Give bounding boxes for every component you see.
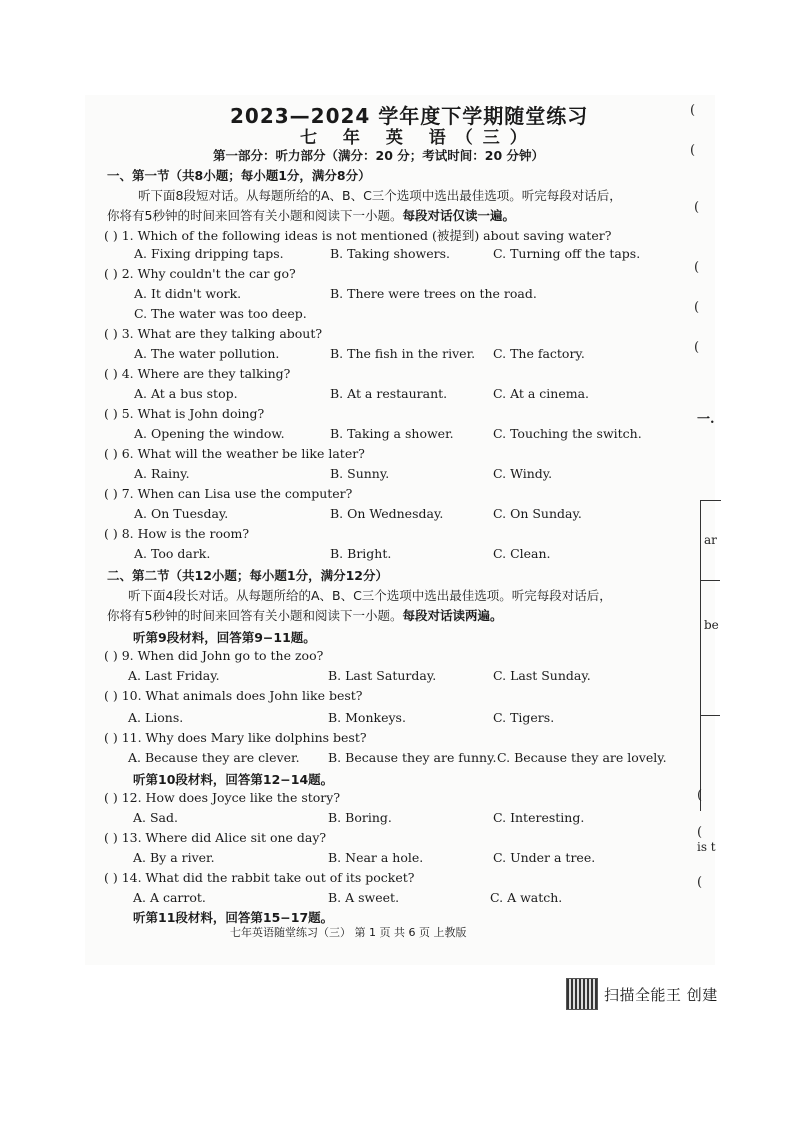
instruction-emphasis: 每段对话读两遍。	[402, 608, 503, 623]
question-14-option-b: B. A sweet.	[328, 890, 400, 905]
section-two-instruction-line1: 听下面4段长对话。从每题所给的A、B、C三个选项中选出最佳选项。听完每段对话后，	[128, 588, 612, 603]
question-8-option-c: C. Clean.	[493, 546, 551, 561]
edge-paren: (	[694, 340, 700, 355]
question-12-option-c: C. Interesting.	[493, 810, 585, 825]
edge-paren: (	[697, 788, 703, 803]
question-10-stem: ( ) 10. What animals does John like best?	[104, 688, 363, 703]
scanner-watermark	[566, 978, 718, 1010]
material-9-heading: 听第9段材料，回答第9−11题。	[133, 630, 316, 645]
question-6-stem: ( ) 6. What will the weather be like later?	[104, 446, 365, 461]
question-5-stem: ( ) 5. What is John doing?	[104, 406, 265, 421]
question-10-option-b: B. Monkeys.	[328, 710, 406, 725]
question-3-option-a: A. The water pollution.	[134, 346, 280, 361]
question-9-stem: ( ) 9. When did John go to the zoo?	[104, 648, 324, 663]
question-7-option-c: C. On Sunday.	[493, 506, 582, 521]
question-9-option-c: C. Last Sunday.	[493, 668, 591, 683]
page-footer: 七年英语随堂练习（三） 第 1 页 共 6 页 上教版	[230, 926, 467, 939]
question-12-option-a: A. Sad.	[133, 810, 178, 825]
question-9-option-a: A. Last Friday.	[128, 668, 220, 683]
edge-paren: (	[694, 300, 700, 315]
question-5-option-c: C. Touching the switch.	[493, 426, 642, 441]
edge-paren: (	[690, 143, 696, 158]
question-6-option-b: B. Sunny.	[330, 466, 390, 481]
question-3-stem: ( ) 3. What are they talking about?	[104, 326, 323, 341]
question-8-option-b: B. Bright.	[330, 546, 392, 561]
question-11-option-a: A. Because they are clever.	[128, 750, 300, 765]
question-10-option-a: A. Lions.	[128, 710, 184, 725]
edge-table-line	[700, 715, 720, 716]
question-4-option-c: C. At a cinema.	[493, 386, 590, 401]
question-2-option-a: A. It didn't work.	[134, 286, 242, 301]
question-10-option-c: C. Tigers.	[493, 710, 555, 725]
question-4-option-b: B. At a restaurant.	[330, 386, 448, 401]
question-3-option-c: C. The factory.	[493, 346, 585, 361]
edge-paren: (	[694, 260, 700, 275]
question-1-option-a: A. Fixing dripping taps.	[134, 246, 284, 261]
question-1-stem: ( ) 1. Which of the following ideas is not mentioned (被提到) about saving water?	[104, 228, 612, 243]
question-11-option-c: C. Because they are lovely.	[497, 750, 667, 765]
question-6-option-a: A. Rainy.	[134, 466, 190, 481]
edge-paren: (	[697, 875, 703, 890]
edge-paren: (	[697, 825, 703, 840]
question-4-stem: ( ) 4. Where are they talking?	[104, 366, 291, 381]
edge-paren: (	[694, 200, 700, 215]
instruction-emphasis: 每段对话仅读一遍。	[402, 208, 515, 223]
section-one-instruction-line2	[107, 206, 515, 224]
question-13-stem: ( ) 13. Where did Alice sit one day?	[104, 830, 327, 845]
instruction-text: 你将有5秒钟的时间来回答有关小题和阅读下一小题。	[107, 208, 403, 223]
question-2-option-c: C. The water was too deep.	[134, 306, 307, 321]
section-one-instruction-line1: 听下面8段短对话。从每题所给的A、B、C三个选项中选出最佳选项。听完每段对话后，	[138, 188, 622, 203]
question-9-option-b: B. Last Saturday.	[328, 668, 437, 683]
question-1-option-c: C. Turning off the taps.	[493, 246, 641, 261]
question-13-option-c: C. Under a tree.	[493, 850, 596, 865]
watermark-text: 扫描全能王 创建	[604, 985, 718, 1004]
material-11-heading: 听第11段材料，回答第15−17题。	[133, 910, 334, 925]
material-10-heading: 听第10段材料，回答第12−14题。	[133, 772, 334, 787]
question-11-stem: ( ) 11. Why does Mary like dolphins best?	[104, 730, 367, 745]
question-12-option-b: B. Boring.	[328, 810, 392, 825]
exam-subtitle: 七 年 英 语（三）	[300, 128, 537, 148]
question-11-option-b: B. Because they are funny.	[328, 750, 497, 765]
question-8-stem: ( ) 8. How is the room?	[104, 526, 250, 541]
edge-paren: (	[690, 103, 696, 118]
edge-text-be: be	[704, 618, 719, 632]
edge-text-ist: is t	[697, 840, 716, 854]
question-14-stem: ( ) 14. What did the rabbit take out of its pocket?	[104, 870, 415, 885]
question-5-option-b: B. Taking a shower.	[330, 426, 454, 441]
question-14-option-c: C. A watch.	[490, 890, 563, 905]
section-two-instruction-line2	[107, 606, 502, 624]
exam-title: 2023—2024 学年度下学期随堂练习	[230, 104, 589, 128]
part-one-heading: 第一部分：听力部分（满分：20 分；考试时间：20 分钟）	[213, 148, 544, 163]
question-14-option-a: A. A carrot.	[133, 890, 206, 905]
question-1-option-b: B. Taking showers.	[330, 246, 451, 261]
question-3-option-b: B. The fish in the river.	[330, 346, 476, 361]
section-one-heading: 一、第一节（共8小题；每小题1分，满分8分）	[107, 168, 371, 183]
question-7-option-a: A. On Tuesday.	[134, 506, 229, 521]
question-2-stem: ( ) 2. Why couldn't the car go?	[104, 266, 296, 281]
question-12-stem: ( ) 12. How does Joyce like the story?	[104, 790, 341, 805]
edge-table-line	[700, 580, 720, 581]
edge-text-ar: ar	[704, 533, 717, 547]
question-6-option-c: C. Windy.	[493, 466, 553, 481]
question-5-option-a: A. Opening the window.	[134, 426, 285, 441]
edge-dash: 一.	[697, 412, 715, 427]
question-13-option-a: A. By a river.	[133, 850, 215, 865]
question-2-option-b: B. There were trees on the road.	[330, 286, 537, 301]
question-8-option-a: A. Too dark.	[134, 546, 211, 561]
qr-code-icon	[566, 978, 598, 1010]
question-7-stem: ( ) 7. When can Lisa use the computer?	[104, 486, 353, 501]
instruction-text: 你将有5秒钟的时间来回答有关小题和阅读下一小题。	[107, 608, 403, 623]
question-13-option-b: B. Near a hole.	[328, 850, 424, 865]
section-two-heading: 二、第二节（共12小题；每小题1分，满分12分）	[107, 568, 388, 583]
question-7-option-b: B. On Wednesday.	[330, 506, 444, 521]
question-4-option-a: A. At a bus stop.	[134, 386, 238, 401]
